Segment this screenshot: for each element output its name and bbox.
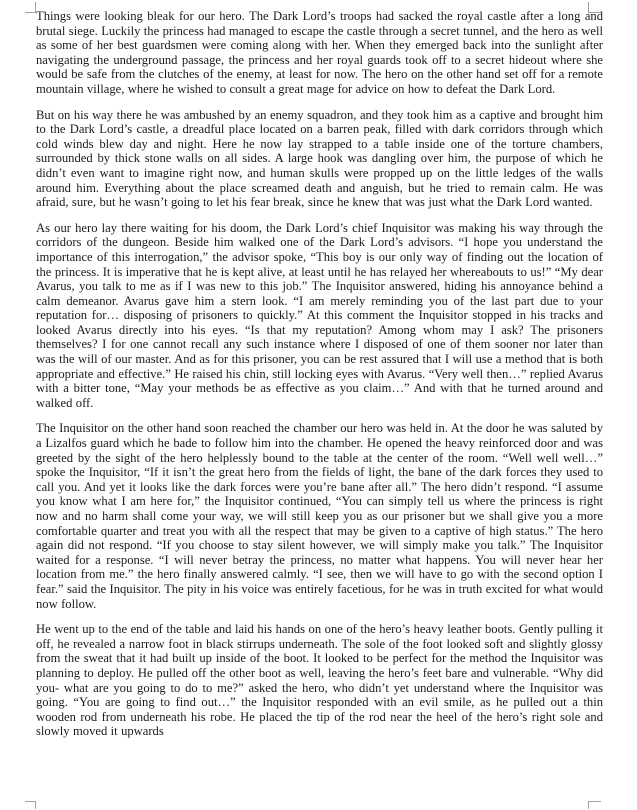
story-paragraph-5: He went up to the end of the table and laid his hands on one of the hero’s heavy leather boots. Gently pulling it off, he revealed a narrow foot in black stirrups underneath. The sole of the foot looked soft and slightly glossy from the sweat that it had built up inside of the boot. It looked to be perfect for the method the Inquisitor was planning to deploy. He pulled off the other boot as well, leaving the hero’s feet bare and vulnerable. “Why did you- what are you going to do to me?” asked the hero, who didn’t yet understand where the Inquisitor was going. “You are going to find out…” the Inquisitor responded with an evil smile, as he pulled out a thin wooden rod from underneath his robe. He placed the tip of the rod near the heel of the hero’s right sole and slowly moved it upwards (36, 622, 603, 739)
crop-mark-top-left (25, 2, 36, 13)
story-paragraph-4: The Inquisitor on the other hand soon reached the chamber our hero was held in. At the door he was saluted by a Lizalfos guard which he bade to follow him into the chamber. He opened the heavy reinforced door and was greeted by the sight of the hero helplessly bound to the table at the center of the room. “Well well well…” spoke the Inquisitor, “If it isn’t the great hero from the fields of light, the bane of the dark forces they used to call you. And yet it looks like the dark forces were you’re bane after all.” The hero didn’t respond. “I assume you know what I am here for,” the Inquisitor continued, “You can simply tell us where the princess is right now and no harm shall come your way, we will still keep you as our prisoner but we shall give you a more comfortable quarter and treat you with all the respect that may be given to a captive of high status.” The hero again did not respond. “If you choose to stay silent however, we will simply make you talk.” The Inquisitor waited for a response. “I will never betray the princess, no matter what happens. You will never hear her location from me.” the hero finally answered calmly. “I see, then we will have to go with the second option I fear.” said the Inquisitor. The pity in his voice was entirely facetious, for he was in truth excited for what would now follow. (36, 421, 603, 611)
story-text-body (36, 9, 603, 739)
crop-mark-bottom-right (588, 801, 601, 809)
story-paragraph-2: But on his way there he was ambushed by an enemy squadron, and they took him as a captive and brought him to the Dark Lord’s castle, a dreadful place located on a barren peak, filled with dark corridors through which cold winds blew day and night. Here he now lay strapped to a table inside one of the torture chambers, surrounded by thick stone walls on all sides. A large hook was dangling over him, the purpose of which he didn’t even want to imagine right now, and human skulls were propped up on the little ledges of the walls around him. Everything about the place screamed death and anguish, but he tried to remain calm. He was afraid, sure, but he wasn’t going to let his fear break, since he knew that was just what the Dark Lord wanted. (36, 107, 603, 210)
crop-mark-bottom-left (25, 801, 36, 809)
story-paragraph-1: Things were looking bleak for our hero. The Dark Lord’s troops had sacked the royal castle after a long and brutal siege. Luckily the princess had managed to escape the castle through a secret tunnel, and the hero as well as some of her best guardsmen were coming along with her. When they emerged back into the sunlight after navigating the underground passage, the princess and her royal guards took off to a secret hideout where she would be safe from the clutches of the enemy, at least for now. The hero on the other hand set off for a remote mountain village, where he wished to consult a great mage for advice on how to defeat the Dark Lord. (36, 9, 603, 96)
story-paragraph-3: As our hero lay there waiting for his doom, the Dark Lord’s chief Inquisitor was making his way through the corridors of the dungeon. Beside him walked one of the Dark Lord’s advisors. “I hope you understand the importance of this interrogation,” the advisor spoke, “This boy is our only way of finding out the location of the princess. It is imperative that he is kept alive, at least until he has relayed her whereabouts to us!” “My dear Avarus, you talk to me as if I was new to this job.” The Inquisitor answered, hiding his annoyance behind a calm demeanor. Avarus gave him a stern look. “I am merely reminding you of the last part due to your reputation for… disposing of prisoners to quickly.” At this comment the Inquisitor stopped in his tracks and looked Avarus directly into his eyes. “Is that my reputation? Among whom may I ask? The prisoners themselves? I for one cannot recall any such instance where I disposed of one of them sooner nor later than was the will of our master. And as for this prisoner, you can be rest assured that I will use a method that is both appropriate and effective.” He raised his chin, still locking eyes with Avarus. “Very well then…” replied Avarus with a bitter tone, “May your methods be as effective as you claim…” And with that he turned around and walked off. (36, 220, 603, 410)
